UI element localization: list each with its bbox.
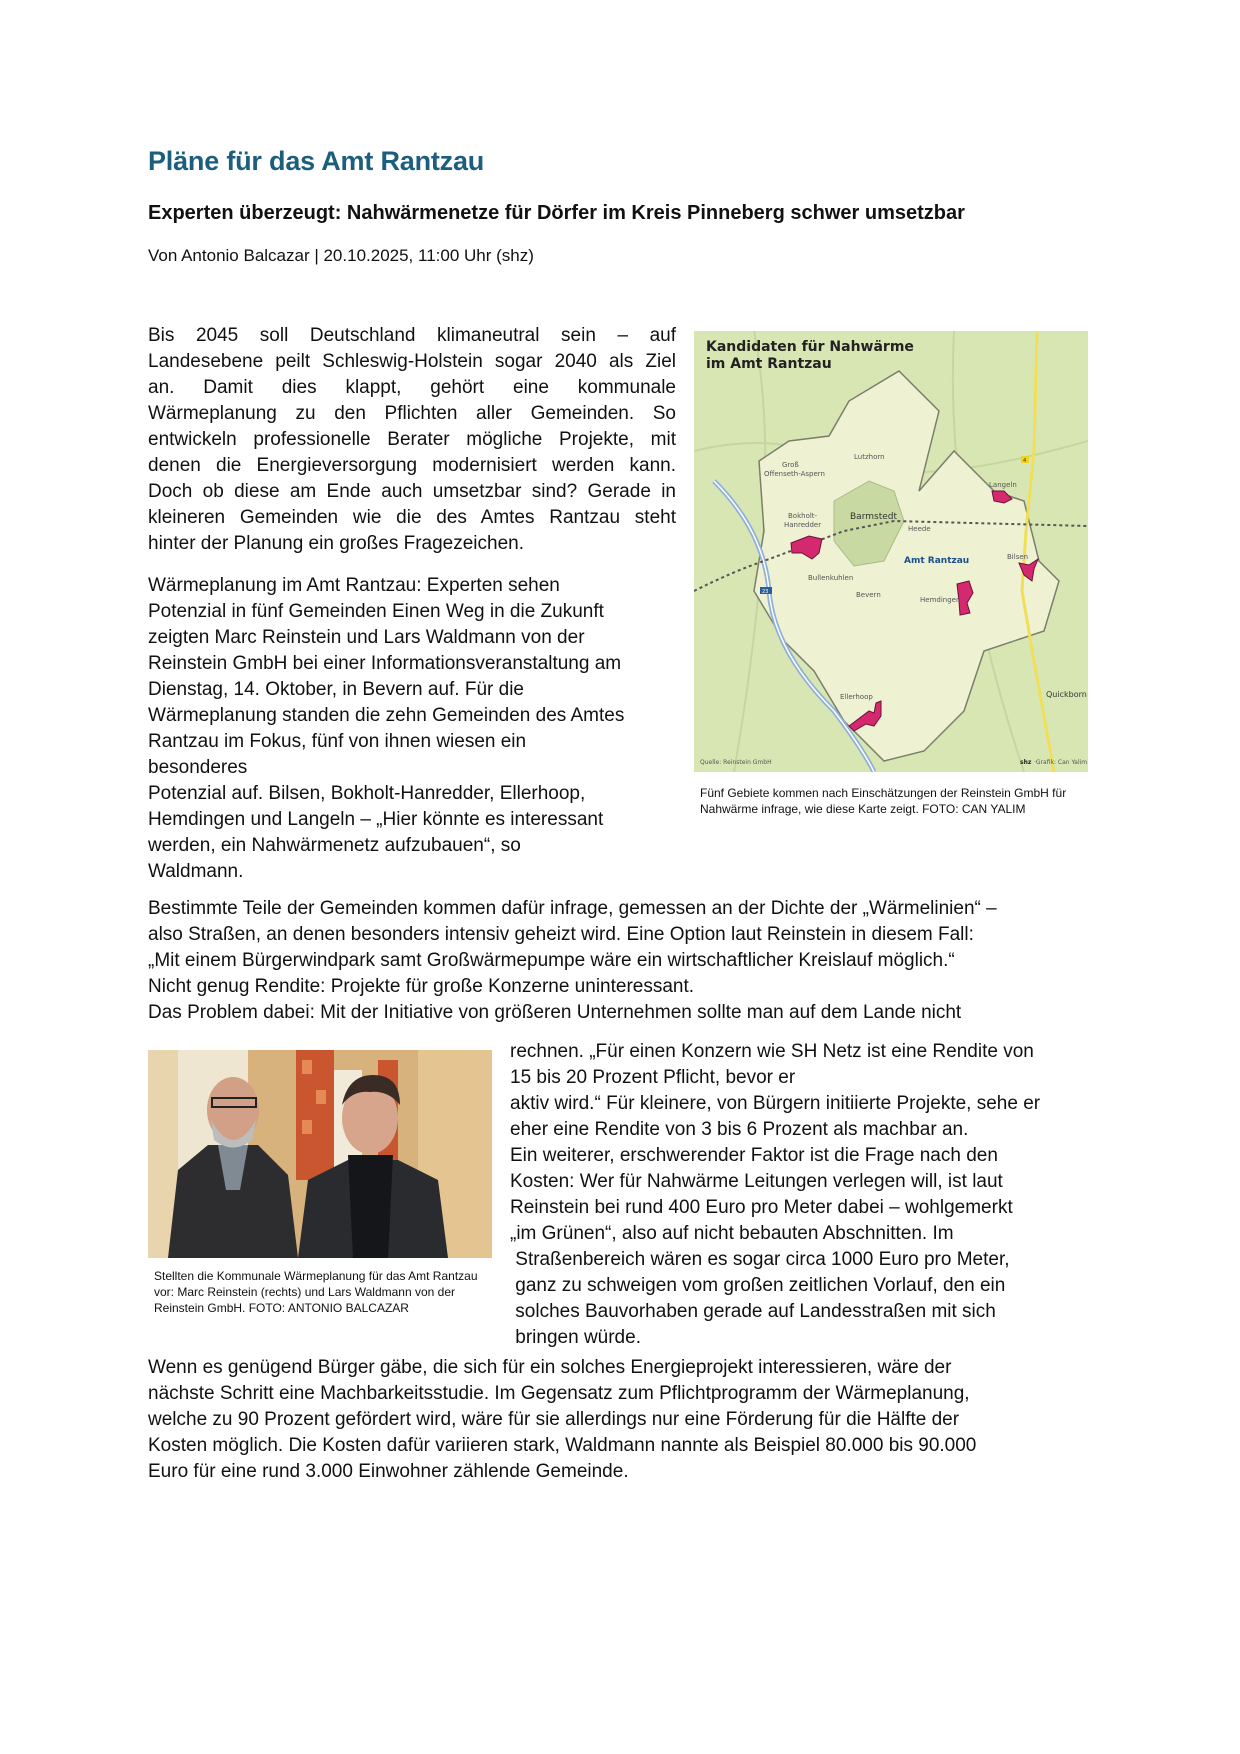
text-line: Rantzau im Fokus, fünf von ihnen wiesen ein	[148, 731, 527, 752]
map-label: Hemdingen	[920, 596, 961, 604]
text-line: „im Grünen“, also auf nicht bebauten Abschnitten. Im	[510, 1223, 954, 1244]
text-line: „Mit einem Bürgerwindpark samt Großwärmepumpe wäre ein wirtschaftlicher Kreislauf möglich.“	[148, 950, 955, 971]
map-label: Hanredder	[784, 521, 822, 529]
paragraph-5	[148, 1355, 1098, 1485]
text-line: rechnen. „Für einen Konzern wie SH Netz ist eine Rendite von	[510, 1041, 1034, 1062]
map-label-amt: Amt Rantzau	[904, 556, 970, 566]
text-line: denen die Energieversorgung modernisiert werden kann.	[148, 455, 676, 476]
text-line: Landesebene peilt Schleswig-Holstein sogar 2040 als Ziel	[148, 351, 676, 372]
map-credit-brand: shz	[1020, 759, 1032, 766]
text-line: 15 bis 20 Prozent Pflicht, bevor er	[510, 1067, 796, 1088]
map-label: Offenseth-Aspern	[764, 470, 825, 478]
map-label: Ellerhoop	[840, 693, 873, 701]
text-line: entwickeln professionelle Berater mögliche Projekte, mit	[148, 429, 676, 450]
text-line: besonderes	[148, 757, 248, 778]
map-credit: ·Grafik: Can Yalim	[1034, 759, 1088, 766]
text-line: Kosten möglich. Die Kosten dafür variieren stark, Waldmann nannte als Beispiel 80.000 bis 90.000	[148, 1435, 977, 1456]
article-title: Pläne für das Amt Rantzau	[148, 146, 485, 176]
text-line: solches Bauvorhaben gerade auf Landesstraßen mit sich	[510, 1301, 996, 1322]
map-label: Bevern	[856, 591, 881, 599]
map-graphic	[694, 331, 1088, 772]
map-label: Bokholt-	[788, 512, 818, 520]
text-line: Doch ob diese am Ende auch umsetzbar sind? Gerade in	[148, 481, 676, 502]
text-line: Wärmeplanung im Amt Rantzau: Experten sehen	[148, 575, 560, 596]
text-line: Wärmeplanung standen die zehn Gemeinden des Amtes	[148, 705, 625, 726]
text-line: Potenzial auf. Bilsen, Bokholt-Hanredder, Ellerhoop,	[148, 783, 586, 804]
text-line: Ein weiterer, erschwerender Faktor ist die Frage nach den	[510, 1145, 998, 1166]
map-label: Heede	[908, 525, 931, 533]
text-line: nächste Schritt eine Machbarkeitsstudie. Im Gegensatz zum Pflichtprogramm der Wärmeplanung,	[148, 1383, 970, 1404]
text-line: Waldmann.	[148, 861, 244, 882]
map-caption: Fünf Gebiete kommen nach Einschätzungen der Reinstein GmbH für Nahwärme infrage, wie diese Karte zeigt. FOTO: CAN YALIM	[700, 786, 1067, 816]
photo-image	[148, 1050, 492, 1258]
photo-figure	[148, 1050, 492, 1258]
map-figure	[694, 331, 1088, 772]
text-line: Wärmeplanung zu den Pflichten aller Gemeinden. So	[148, 403, 676, 424]
text-line: Wenn es genügend Bürger gäbe, die sich für ein solches Energieprojekt interessieren, wäre der	[148, 1357, 952, 1378]
map-label: Bilsen	[1007, 553, 1029, 561]
text-line: Nicht genug Rendite: Projekte für große Konzerne uninteressant.	[148, 976, 695, 997]
text-line: Hemdingen und Langeln – „Hier könnte es interessant	[148, 809, 604, 830]
paragraph-2	[148, 573, 688, 885]
text-line: Kosten: Wer für Nahwärme Leitungen verlegen will, ist laut	[510, 1171, 1003, 1192]
map-source: Quelle: Reinstein GmbH	[700, 759, 772, 766]
text-line: Reinstein GmbH bei einer Informationsveranstaltung am	[148, 653, 622, 674]
text-line: an. Damit dies klappt, gehört eine kommunale	[148, 377, 676, 398]
text-line: Euro für eine rund 3.000 Einwohner zählende Gemeinde.	[148, 1461, 629, 1482]
map-title-line1: Kandidaten für Nahwärme	[706, 339, 914, 355]
text-line: welche zu 90 Prozent gefördert wird, wäre für sie allerdings nur eine Förderung für die Hälfte der	[148, 1409, 960, 1430]
text-line: hinter der Planung ein großes Fragezeichen.	[148, 533, 525, 554]
paragraph-3	[148, 896, 1098, 1026]
text-line: Bestimmte Teile der Gemeinden kommen dafür infrage, gemessen an der Dichte der „Wärmelinien“ –	[148, 898, 997, 919]
text-line: eher eine Rendite von 3 bis 6 Prozent als machbar an.	[510, 1119, 969, 1140]
text-line: Das Problem dabei: Mit der Initiative von größeren Unternehmen sollte man auf dem Lande nicht	[148, 1002, 962, 1023]
text-line: kleineren Gemeinden wie die des Amtes Rantzau steht	[148, 507, 676, 528]
text-line: Potenzial in fünf Gemeinden Einen Weg in die Zukunft	[148, 601, 604, 622]
map-label: Groß	[782, 461, 799, 469]
photo-caption: Stellten die Kommunale Wärmeplanung für das Amt Rantzau vor: Marc Reinstein (rechts) und Lars Waldmann von der Reinstein GmbH. FOTO: ANTONIO BALCAZAR	[154, 1269, 478, 1315]
map-label-barmstedt: Barmstedt	[850, 512, 897, 522]
text-line: Dienstag, 14. Oktober, in Bevern auf. Für die	[148, 679, 524, 700]
text-line: zeigten Marc Reinstein und Lars Waldmann von der	[148, 627, 585, 648]
text-line: Bis 2045 soll Deutschland klimaneutral sein – auf	[148, 325, 676, 346]
map-label: Langeln	[989, 481, 1017, 489]
text-line: Straßenbereich wären es sogar circa 1000 Euro pro Meter,	[510, 1249, 1010, 1270]
road-sign-a23: 23	[762, 589, 769, 595]
road-sign-4: 4	[1023, 458, 1027, 464]
map-title-line2: im Amt Rantzau	[706, 356, 832, 372]
map-label: Lutzhorn	[854, 453, 885, 461]
text-line: ganz zu schweigen vom großen zeitlichen Vorlauf, den ein	[510, 1275, 1006, 1296]
byline: Von Antonio Balcazar | 20.10.2025, 11:00 Uhr (shz)	[148, 246, 534, 265]
text-line: werden, ein Nahwärmenetz aufzubauen“, so	[148, 835, 521, 856]
map-label: Bullenkuhlen	[808, 574, 854, 582]
paragraph-4	[510, 1039, 1100, 1351]
article-subtitle: Experten überzeugt: Nahwärmenetze für Dörfer im Kreis Pinneberg schwer umsetzbar	[148, 202, 965, 224]
text-line: also Straßen, an denen besonders intensiv geheizt wird. Eine Option laut Reinstein in diesem Fall:	[148, 924, 974, 945]
text-line: aktiv wird.“ Für kleinere, von Bürgern initiierte Projekte, sehe er	[510, 1093, 1041, 1114]
paragraph-intro	[148, 323, 676, 557]
text-line: bringen würde.	[510, 1327, 641, 1348]
text-line: Reinstein bei rund 400 Euro pro Meter dabei – wohlgemerkt	[510, 1197, 1013, 1218]
map-label-quickborn: Quickborn	[1046, 690, 1087, 699]
